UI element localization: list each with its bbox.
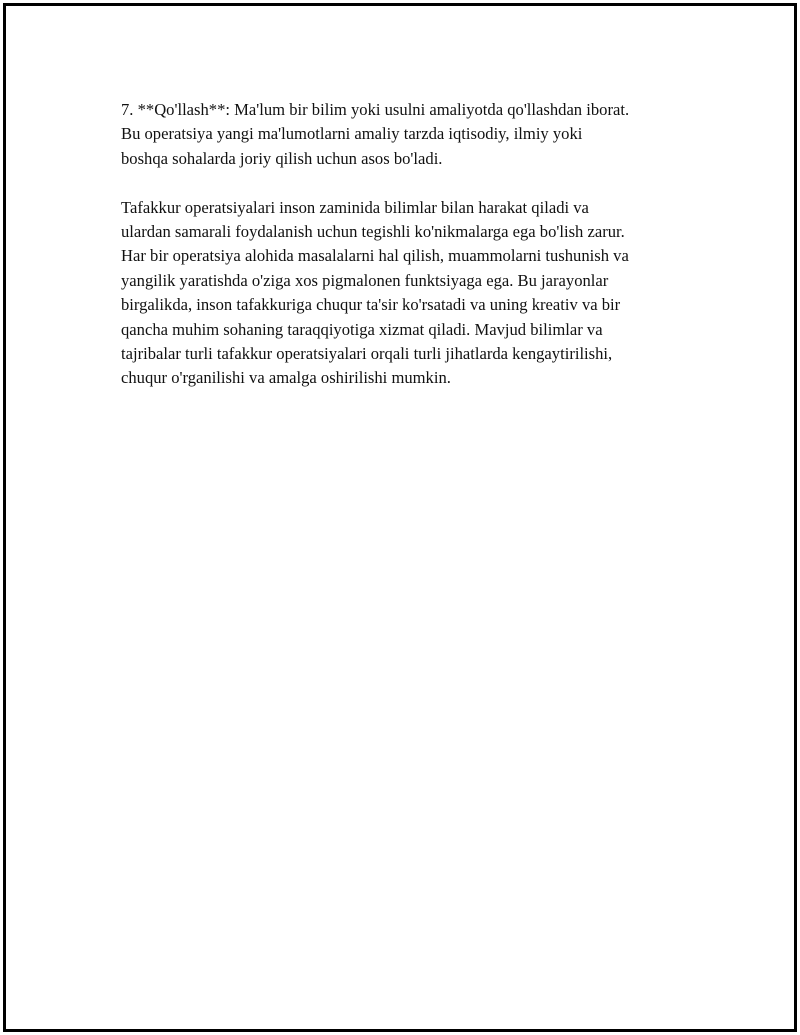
document-page: [3, 3, 797, 1032]
paragraph-line: yangilik yaratishda o'ziga xos pigmalonen funktsiyaga ega. Bu jarayonlar: [121, 270, 609, 290]
paragraph-line: boshqa sohalarda joriy qilish uchun asos bo'ladi.: [121, 148, 443, 168]
paragraph-line: qancha muhim sohaning taraqqiyotiga xizmat qiladi. Mavjud bilimlar va: [121, 319, 603, 339]
page-content: [121, 98, 701, 415]
paragraph-line: Bu operatsiya yangi ma'lumotlarni amaliy tarzda iqtisodiy, ilmiy yoki: [121, 124, 583, 144]
paragraph-line: Har bir operatsiya alohida masalalarni hal qilish, muammolarni tushunish va: [121, 246, 629, 266]
paragraph-line: birgalikda, inson tafakkuriga chuqur ta'sir ko'rsatadi va uning kreativ va bir: [121, 295, 621, 315]
paragraph-line: Tafakkur operatsiyalari inson zaminida bilimlar bilan harakat qiladi va: [121, 197, 589, 217]
paragraph-qollash: [121, 98, 701, 171]
paragraph-line: chuqur o'rganilishi va amalga oshirilishi mumkin.: [121, 368, 451, 388]
paragraph-line: ulardan samarali foydalanish uchun tegishli ko'nikmalarga ega bo'lish zarur.: [121, 222, 625, 242]
paragraph-line: 7. **Qo'llash**: Ma'lum bir bilim yoki usulni amaliyotda qo'llashdan iborat.: [121, 100, 630, 119]
paragraph-line: tajribalar turli tafakkur operatsiyalari orqali turli jihatlarda kengaytirilishi,: [121, 344, 613, 364]
paragraph-tafakkur: [121, 196, 701, 391]
